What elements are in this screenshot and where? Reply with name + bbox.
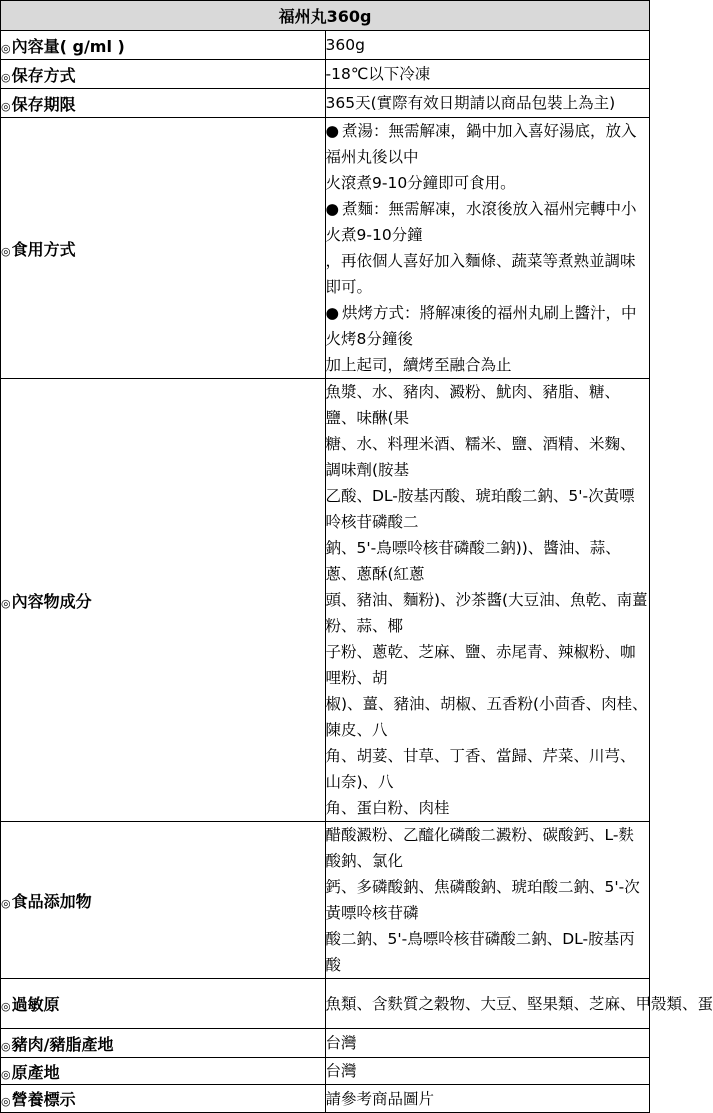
pork-origin-label xyxy=(1,1029,326,1058)
pork-origin-label-text: 豬肉/豬脂產地 xyxy=(11,1034,114,1054)
title-row xyxy=(1,1,650,31)
usage-line: ● 煮麵：無需解凍，水滾後放入福州完轉中小火煮9-10分鐘 xyxy=(325,200,637,244)
label-mark-icon: ◎ xyxy=(1,596,11,610)
ingredients-label-text: 內容物成分 xyxy=(11,591,92,611)
allergens-value: 魚類、含麩質之穀物、大豆、堅果類、芝麻、甲殼類、蛋 xyxy=(325,979,650,1029)
origin-label xyxy=(1,1058,326,1085)
ingredients-line: 角、蛋白粉、肉桂 xyxy=(325,799,450,817)
bullet-icon: ● xyxy=(325,304,340,322)
label-mark-icon: ◎ xyxy=(1,1000,11,1013)
label-mark-icon: ◎ xyxy=(1,41,11,55)
ingredients-line: 乙酸、DL-胺基丙酸、琥珀酸二鈉、5'-次黃嘌呤核苷磷酸二 xyxy=(325,487,635,531)
additives-line: 鈣、多磷酸鈉、焦磷酸鈉、琥珀酸二鈉、5'-次黃嘌呤核苷磷 xyxy=(325,878,640,922)
ingredients-line: 鈉、5'-鳥嘌呤核苷磷酸二鈉))、醬油、蒜、蔥、蔥酥(紅蔥 xyxy=(325,539,621,583)
ingredients-value xyxy=(325,379,650,822)
usage-label xyxy=(1,118,326,379)
additives-label-text: 食品添加物 xyxy=(11,891,92,911)
capacity-label-text: 內容量( g/ml ) xyxy=(11,36,125,56)
nutrition-label xyxy=(1,1085,326,1113)
usage-line: 加上起司，續烤至融合為止 xyxy=(325,356,512,374)
bullet-icon: ● xyxy=(325,122,340,140)
product-title: 福州丸360g xyxy=(1,1,650,31)
ingredients-line: 魚漿、水、豬肉、澱粉、魷肉、豬脂、糖、鹽、味醂(果 xyxy=(325,383,621,427)
usage-line: ● 煮湯：無需解凍，鍋中加入喜好湯底，放入福州丸後以中 xyxy=(325,122,637,166)
allergens-label xyxy=(1,979,326,1029)
usage-line: ，再依個人喜好加入麵條、蔬菜等煮熟並調味即可。 xyxy=(325,252,636,296)
nutrition-row xyxy=(1,1085,650,1113)
allergens-label-text: 過敏原 xyxy=(11,995,60,1014)
pork-origin-value: 台灣 xyxy=(325,1029,650,1058)
origin-row xyxy=(1,1058,650,1085)
storage-label xyxy=(1,60,326,89)
label-mark-icon: ◎ xyxy=(1,99,11,113)
label-mark-icon: ◎ xyxy=(1,1067,11,1081)
additives-value xyxy=(325,822,650,979)
additives-label xyxy=(1,822,326,979)
label-mark-icon: ◎ xyxy=(1,1095,11,1108)
shelf-life-row xyxy=(1,89,650,118)
ingredients-line: 糖、水、料理米酒、糯米、鹽、酒精、米麴、調味劑(胺基 xyxy=(325,435,636,479)
shelf-life-value: 365天(實際有效日期請以商品包裝上為主) xyxy=(325,89,650,118)
ingredients-label xyxy=(1,379,326,822)
capacity-label xyxy=(1,31,326,60)
bullet-icon: ● xyxy=(325,200,340,218)
ingredients-row xyxy=(1,379,650,822)
storage-value: -18℃以下冷凍 xyxy=(325,60,650,89)
ingredients-line: 椒)、薑、豬油、胡椒、五香粉(小茴香、肉桂、陳皮、八 xyxy=(325,695,648,739)
origin-label-text: 原產地 xyxy=(11,1062,60,1082)
usage-value xyxy=(325,118,650,379)
additives-line: 酸二鈉、5'-鳥嘌呤核苷磷酸二鈉、DL-胺基丙酸 xyxy=(325,930,635,974)
additives-row xyxy=(1,822,650,979)
label-mark-icon: ◎ xyxy=(1,896,11,910)
nutrition-value: 請參考商品圖片 xyxy=(325,1085,650,1113)
origin-value: 台灣 xyxy=(325,1058,650,1085)
usage-label-text: 食用方式 xyxy=(11,239,76,259)
shelf-life-label xyxy=(1,89,326,118)
usage-line: 火滾煮9-10分鐘即可食用。 xyxy=(325,174,516,192)
storage-row xyxy=(1,60,650,89)
label-mark-icon: ◎ xyxy=(1,1039,11,1053)
allergens-row xyxy=(1,979,650,1029)
label-mark-icon: ◎ xyxy=(1,70,11,84)
pork-origin-row xyxy=(1,1029,650,1058)
nutrition-label-text: 營養標示 xyxy=(11,1090,76,1109)
usage-row xyxy=(1,118,650,379)
storage-label-text: 保存方式 xyxy=(11,65,76,85)
capacity-row xyxy=(1,31,650,60)
usage-line: ● 烘烤方式：將解凍後的福州丸刷上醬汁，中火烤8分鐘後 xyxy=(325,304,637,348)
capacity-value: 360g xyxy=(325,31,650,60)
ingredients-line: 子粉、蔥乾、芝麻、鹽、赤尾青、辣椒粉、咖哩粉、胡 xyxy=(325,643,636,687)
additives-line: 醋酸澱粉、乙醯化磷酸二澱粉、碳酸鈣、L-麩酸鈉、氯化 xyxy=(325,826,634,870)
label-mark-icon: ◎ xyxy=(1,244,11,258)
shelf-life-label-text: 保存期限 xyxy=(11,94,76,114)
ingredients-line: 頭、豬油、麵粉)、沙茶醬(大豆油、魚乾、南薑粉、蒜、椰 xyxy=(325,591,648,635)
ingredients-line: 角、胡荽、甘草、丁香、當歸、芹菜、川芎、山奈)、八 xyxy=(325,747,636,791)
